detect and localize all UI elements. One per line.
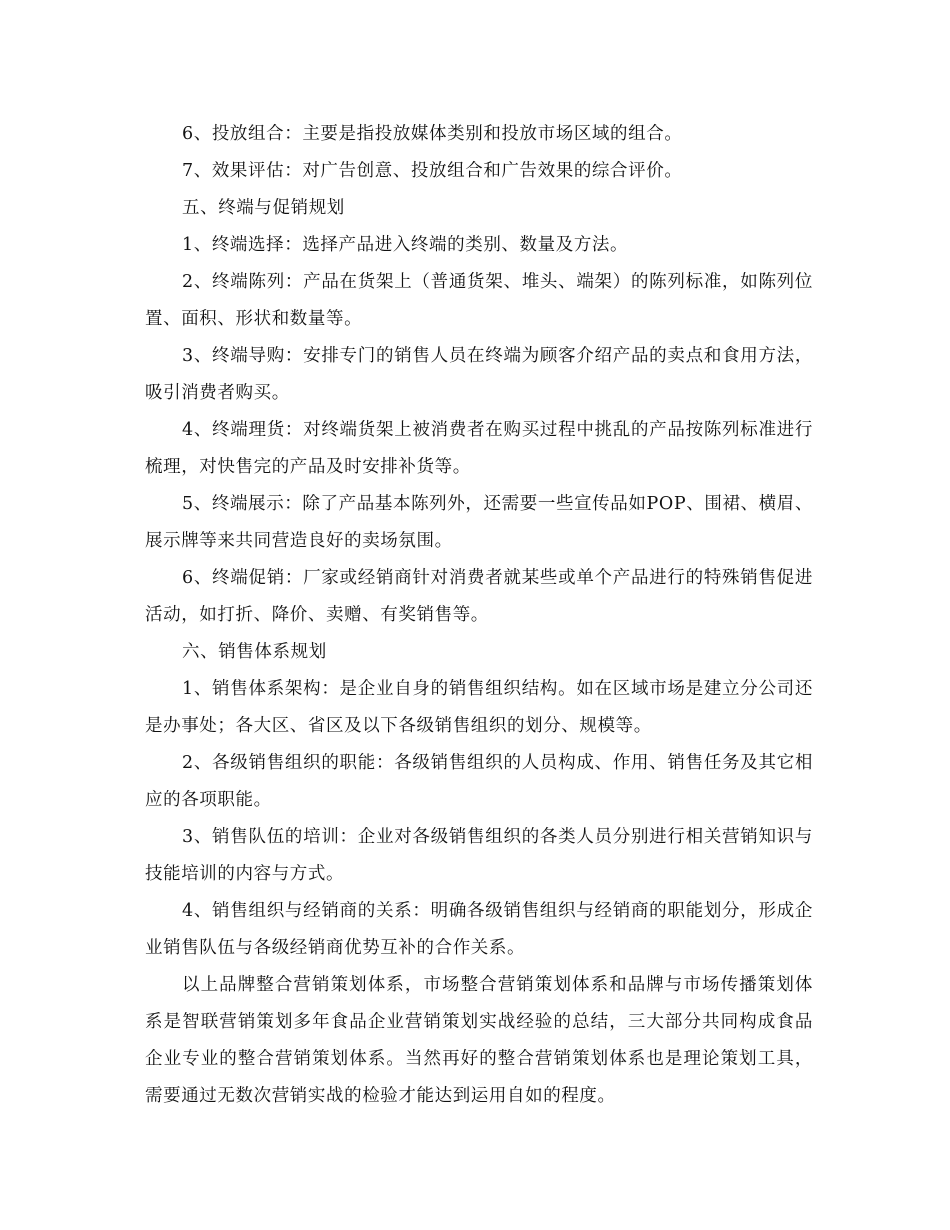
- paragraph-terminal-showcase: 5、终端展示：除了产品基本陈列外，还需要一些宣传品如POP、围裙、横眉、展示牌等来共同营造良好的卖场氛围。: [145, 494, 813, 551]
- paragraph-conclusion: 以上品牌整合营销策划体系，市场整合营销策划体系和品牌与市场传播策划体系是智联营销策划多年食品企业营销策划实战经验的总结，三大部分共同构成食品企业专业的整合营销策划体系。当然再好的整合营销策划体系也是理论策划工具，需要通过无数次营销实战的检验才能达到运用自如的程度。: [145, 975, 813, 1106]
- paragraph-terminal-stocking: 4、终端理货：对终端货架上被消费者在购买过程中挑乱的产品按陈列标准进行梳理，对快售完的产品及时安排补货等。: [145, 420, 813, 477]
- paragraph-placement-mix: 6、投放组合：主要是指投放媒体类别和投放市场区域的组合。: [182, 124, 683, 144]
- paragraph-terminal-guide: 3、终端导购：安排专门的销售人员在终端为顾客介绍产品的卖点和食用方法，吸引消费者购买。: [145, 346, 813, 403]
- section-heading-sales-system: 六、销售体系规划: [182, 642, 327, 662]
- section-heading-terminal-promotion: 五、终端与促销规划: [182, 198, 345, 218]
- paragraph-effect-evaluation: 7、效果评估：对广告创意、投放组合和广告效果的综合评价。: [182, 161, 683, 181]
- paragraph-terminal-promotion: 6、终端促销：厂家或经销商针对消费者就某些或单个产品进行的特殊销售促进活动，如打折、降价、卖赠、有奖销售等。: [145, 568, 813, 625]
- paragraph-sales-functions: 2、各级销售组织的职能：各级销售组织的人员构成、作用、销售任务及其它相应的各项职能。: [145, 753, 813, 810]
- paragraph-terminal-display: 2、终端陈列：产品在货架上（普通货架、堆头、端架）的陈列标准，如陈列位置、面积、形状和数量等。: [145, 272, 813, 329]
- paragraph-terminal-selection: 1、终端选择：选择产品进入终端的类别、数量及方法。: [182, 235, 629, 255]
- paragraph-sales-structure: 1、销售体系架构：是企业自身的销售组织结构。如在区域市场是建立分公司还是办事处；各大区、省区及以下各级销售组织的划分、规模等。: [145, 679, 813, 736]
- paragraph-sales-training: 3、销售队伍的培训：企业对各级销售组织的各类人员分别进行相关营销知识与技能培训的内容与方式。: [145, 827, 813, 884]
- paragraph-sales-dealer-relations: 4、销售组织与经销商的关系：明确各级销售组织与经销商的职能划分，形成企业销售队伍与各级经销商优势互补的合作关系。: [145, 901, 813, 958]
- document-body: [145, 116, 813, 1115]
